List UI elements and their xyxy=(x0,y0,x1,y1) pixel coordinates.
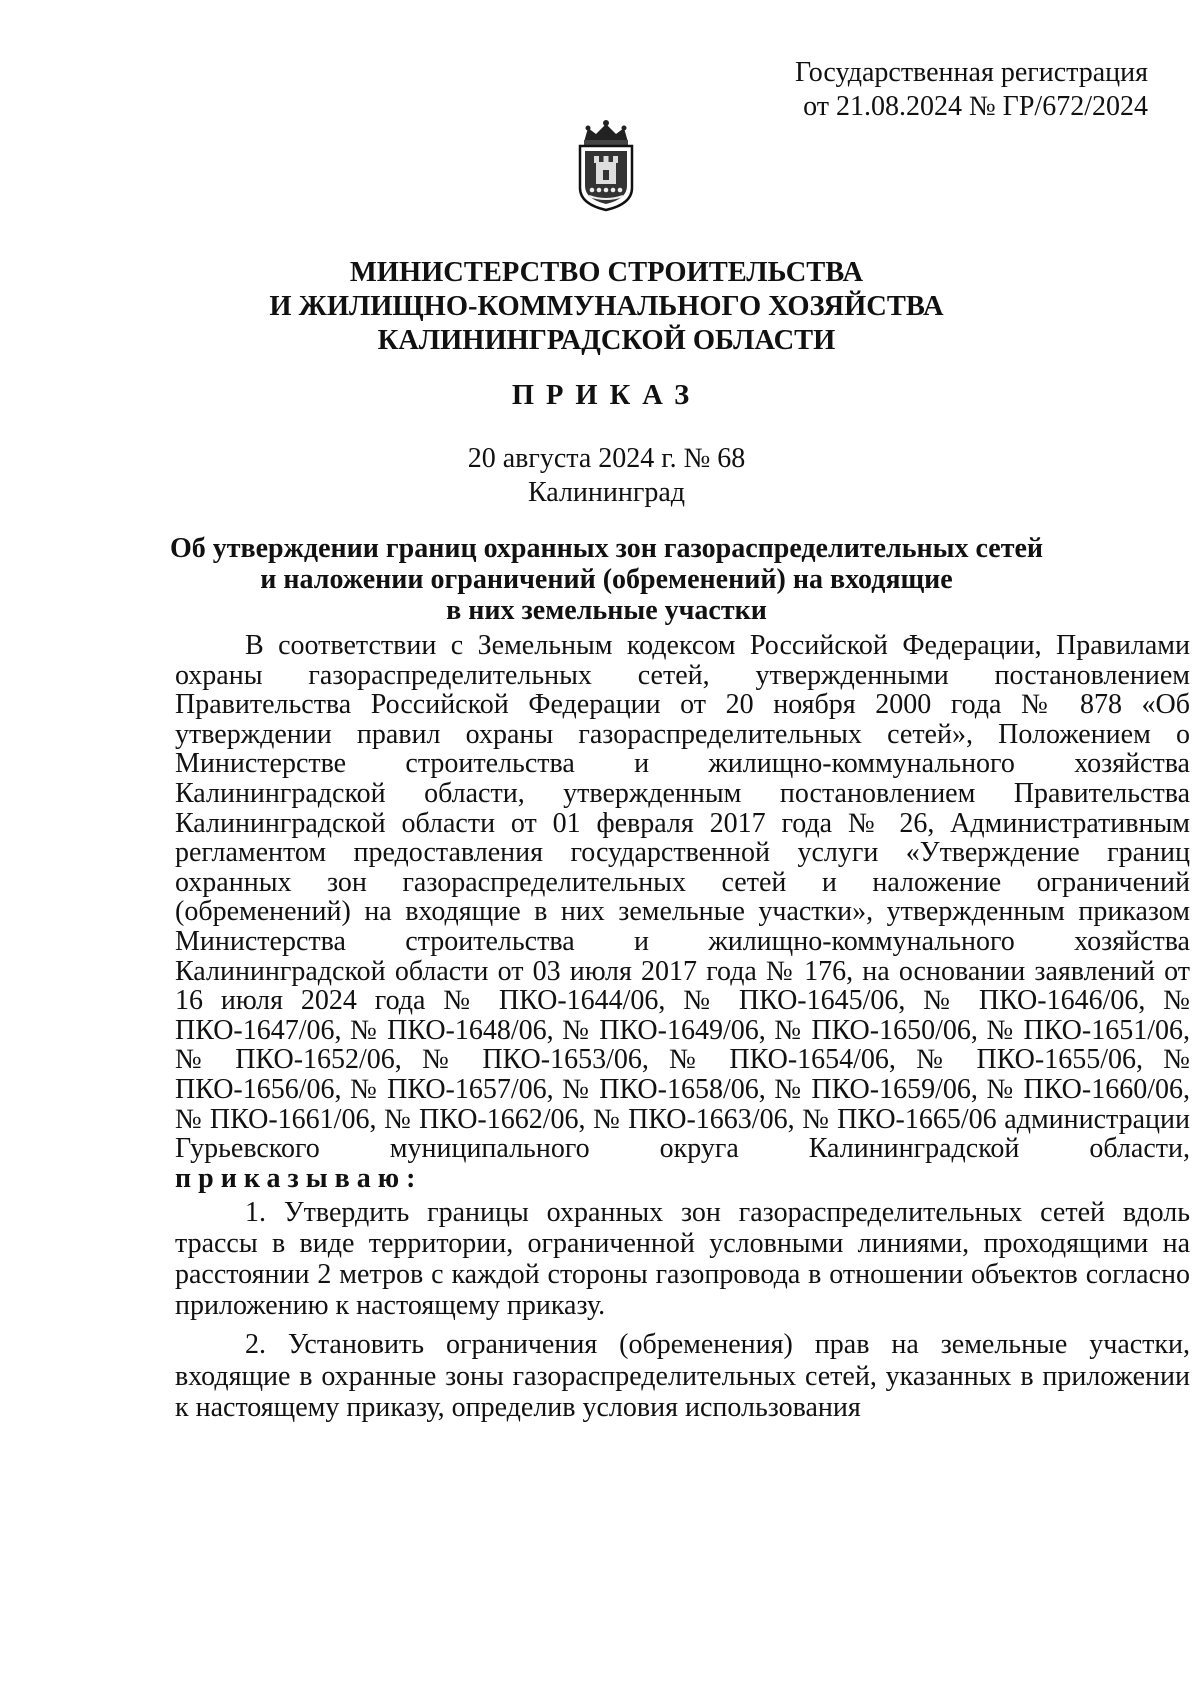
order-city: Калининград xyxy=(527,477,686,508)
ministry-name xyxy=(0,256,1200,358)
subject-line-2: и наложении ограничений (обременений) на входящие xyxy=(260,564,953,595)
order-word: приказываю: xyxy=(175,1162,423,1194)
coat-of-arms-icon xyxy=(574,120,638,212)
ministry-line-3: КАЛИНИНГРАДСКОЙ ОБЛАСТИ xyxy=(377,325,836,356)
order-item-1: 1. Утвердить границы охранных зон газораспределительных сетей вдоль трассы в виде территории, ограниченной условными линиями, проходящими на расстоянии 2 метров с каждой стороны газопровода в отношении объектов согласно приложению к настоящему приказу. xyxy=(175,1197,1190,1322)
order-date-number: 20 августа 2024 г. № 68 xyxy=(467,443,746,474)
order-body xyxy=(175,631,1190,1424)
registration-stamp xyxy=(795,56,1148,124)
document-type: ПРИКАЗ xyxy=(511,380,702,411)
preamble-paragraph xyxy=(175,631,1190,1193)
ministry-line-2: И ЖИЛИЩНО-КОММУНАЛЬНОГО ХОЗЯЙСТВА xyxy=(269,291,944,322)
subject-line-3: в них земельные участки xyxy=(446,595,767,626)
subject-line-1: Об утверждении границ охранных зон газораспределительных сетей xyxy=(169,533,1044,564)
order-subject xyxy=(0,533,1200,626)
ministry-line-1: МИНИСТЕРСТВО СТРОИТЕЛЬСТВА xyxy=(349,257,864,288)
preamble-text: В соответствии с Земельным кодексом Российской Федерации, Правилами охраны газораспределительных сетей, утвержденными постановлением Правительства Российской Федерации от 20 ноября 2000 года № 878 «Об утверждении правил охраны газораспределительных сетей», Положением о Министерстве строительства и жилищно-коммунального хозяйства Калининградской области, утвержденным постановлением Правительства Калининградской области от 01 февраля 2017 года № 26, Административным регламентом предоставления государственной услуги «Утверждение границ охранных зон газораспределительных сетей и наложение ограничений (обременений) на входящие в них земельные участки», утвержденным приказом Министерства строительства и жилищно-коммунального хозяйства Калининградской области от 03 июля 2017 года № 176, на основании заявлений от 16 июля 2024 года № ПКО-1644/06, № ПКО-1645/06, № ПКО-1646/06, № ПКО-1647/06, № ПКО-1648/06, № ПКО-1649/06, № ПКО-1650/06, № ПКО-1651/06, № ПКО-1652/06, № ПКО-1653/06, № ПКО-1654/06, № ПКО-1655/06, № ПКО-1656/06, № ПКО-1657/06, № ПКО-1658/06, № ПКО-1659/06, № ПКО-1660/06, № ПКО-1661/06, № ПКО-1662/06, № ПКО-1663/06, № ПКО-1665/06 администрации Гурьевского муниципального округа Калининградской области, xyxy=(175,630,1190,1165)
registration-line-1: Государственная регистрация xyxy=(795,57,1148,88)
registration-line-2: от 21.08.2024 № ГР/672/2024 xyxy=(803,91,1148,122)
order-item-2: 2. Установить ограничения (обременения) прав на земельные участки, входящие в охранные зоны газораспределительных сетей, указанных в приложении к настоящему приказу, определив условия использования xyxy=(175,1329,1190,1424)
